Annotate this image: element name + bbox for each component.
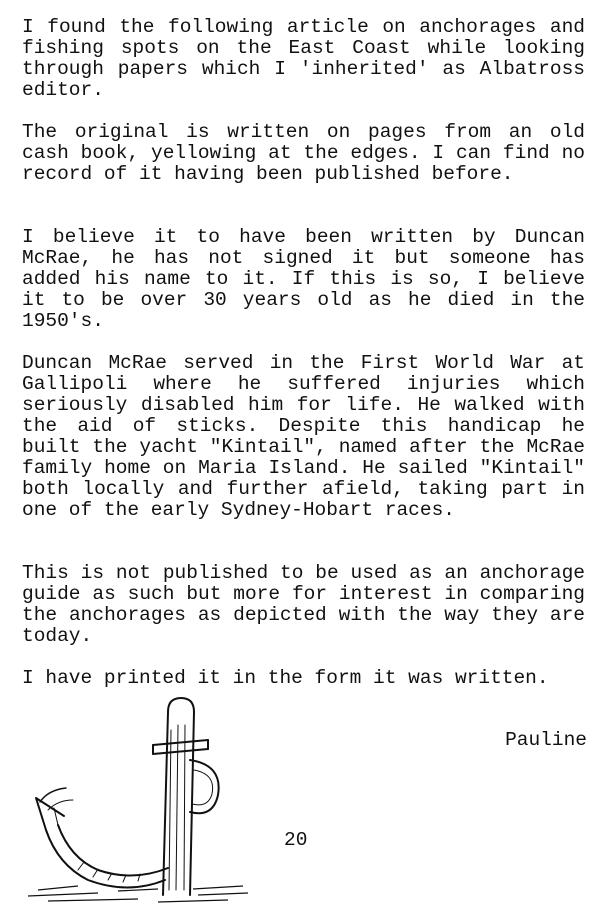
paragraph-purpose: This is not published to be used as an anchorage guide as such but more for interest in comparing the anchorages as depicted with the way they are today. <box>22 562 585 647</box>
paragraph-biography: Duncan McRae served in the First World War at Gallipoli where he suffered injuries which seriously disabled him for life. He walked with the aid of sticks. Despite this handicap he built the yacht "Kintail", named after the McRae family home on Maria Island. He sailed "Kintail" both locally and further afield, taking part in one of the early Sydney-Hobart races. <box>22 352 585 521</box>
paragraph-original: The original is written on pages from an old cash book, yellowing at the edges. I can find no record of it having been published before. <box>22 121 585 185</box>
paragraph-printed-note: I have printed it in the form it was written. <box>22 667 549 689</box>
paragraph-intro: I found the following article on anchorages and fishing spots on the East Coast while looking through papers which I 'inherited' as Albatross editor. <box>22 16 585 101</box>
signature: Pauline <box>505 729 587 751</box>
anchor-icon <box>18 690 248 905</box>
paragraph-author: I believe it to have been written by Duncan McRae, he has not signed it but someone has added his name to it. If this is so, I believe it to be over 30 years old as he died in the 1950's. <box>22 226 585 332</box>
page-number: 20 <box>284 829 308 851</box>
